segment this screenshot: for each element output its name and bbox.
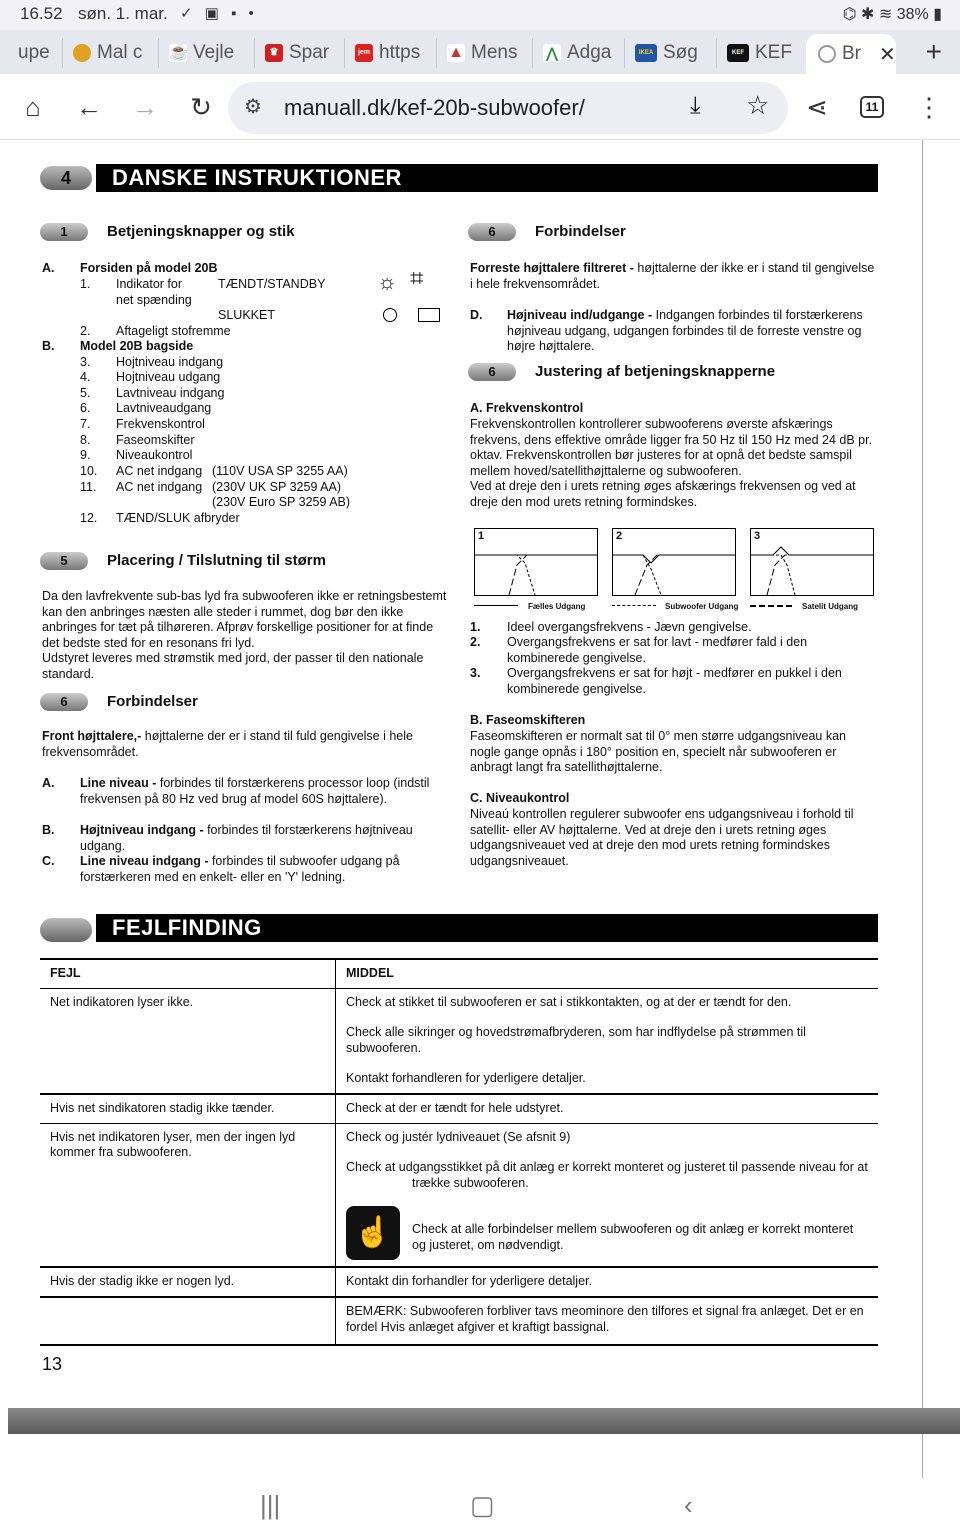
tab-label: Adga bbox=[567, 42, 612, 63]
control-heading: B. Faseomskifteren bbox=[470, 713, 586, 727]
list-num: 1. bbox=[80, 277, 91, 291]
new-tab-button[interactable]: + bbox=[925, 36, 942, 67]
tab-label: Mens bbox=[471, 42, 518, 63]
forward-icon[interactable]: → bbox=[132, 92, 158, 122]
table-cell: Hvis net indikatoren lyser, men der ingen lyd kommer fra subwooferen. bbox=[40, 1124, 336, 1267]
section-pill bbox=[40, 918, 92, 942]
browser-tab[interactable] bbox=[62, 38, 154, 68]
address-bar[interactable] bbox=[228, 82, 788, 134]
tab-label: Spar bbox=[289, 42, 330, 63]
remedy-text: Kontakt forhandleren for yderligere detaljer. bbox=[346, 1071, 586, 1086]
list-label: B. bbox=[42, 823, 55, 837]
paragraph: Forreste højttalere filtreret - højttalerne der ikke er i stand til gengivelse i hele frekvensområdet. bbox=[470, 261, 875, 291]
browser-tab[interactable] bbox=[254, 38, 340, 68]
rectangle-icon bbox=[418, 308, 440, 322]
list-text: (230V UK SP 3259 AA) bbox=[212, 480, 342, 494]
remedy-text: Check og justér lydniveauet (Se afsnit 9) bbox=[346, 1129, 571, 1144]
list-heading: Forsiden på model 20B bbox=[80, 261, 218, 275]
remedy-text: Check at alle forbindelser mellem subwooferen og dit anlæg er korrekt monteret og justeret, om nødvendigt. bbox=[412, 1222, 854, 1252]
legend-line-dashed bbox=[750, 605, 792, 607]
close-tab-icon[interactable]: ✕ bbox=[879, 43, 896, 66]
browser-toolbar bbox=[0, 74, 960, 140]
tab-favicon: IKEA bbox=[635, 44, 657, 62]
recent-apps-icon[interactable]: ||| bbox=[260, 1490, 281, 1520]
table-cell bbox=[336, 1124, 878, 1267]
legend-line-dotted bbox=[612, 605, 656, 606]
crossover-graph bbox=[612, 528, 736, 596]
remedy-text: Check at stikket til subwooferen er sat i stikkontakten, og at der er tændt for den. bbox=[346, 994, 792, 1009]
share-icon[interactable]: ⋖ bbox=[806, 92, 828, 122]
list-text: Aftageligt stofremme bbox=[116, 324, 231, 338]
browser-tab[interactable] bbox=[436, 38, 528, 68]
graph-curve bbox=[475, 529, 597, 595]
browser-tab[interactable] bbox=[344, 38, 432, 68]
list-text: Overgangsfrekvens er sat for lavt - medfører fald i den kombinerede gengivelse. bbox=[507, 635, 808, 665]
browser-tab[interactable] bbox=[624, 38, 712, 68]
download-icon[interactable]: ⤓ bbox=[690, 92, 701, 119]
bookmark-star-icon[interactable]: ☆ bbox=[746, 90, 770, 120]
list-label: D. bbox=[470, 308, 483, 322]
legend-label: Fælles Udgang bbox=[528, 602, 586, 611]
table-cell: Kontakt din forhandler for yderligere detaljer. bbox=[346, 1274, 592, 1289]
menu-icon[interactable]: ⋮ bbox=[916, 92, 942, 122]
indicator-state: TÆNDT/STANDBY bbox=[218, 277, 326, 291]
list-num: 4. bbox=[80, 370, 91, 384]
subsection-title: Placering / Tilslutning til størm bbox=[107, 552, 326, 569]
list-text: Frekvenskontrol bbox=[116, 417, 205, 431]
back-nav-icon[interactable]: ‹ bbox=[684, 1490, 693, 1520]
column-header: MIDDEL bbox=[346, 966, 394, 980]
tab-label: Mal c bbox=[97, 42, 143, 63]
list-heading: Model 20B bagside bbox=[80, 339, 194, 353]
browser-tab[interactable] bbox=[8, 38, 58, 68]
paragraph: Niveaú kontrollen regulerer subwoofer ens udgangsniveau i forhold til satellit- eller AV højttalerne. Ved at dreje den i urets retning øges udgangsniveauet ved at dreje den mod urets retning formindskes udgangsniveauet. bbox=[470, 807, 854, 868]
list-text: Højniveau ind/udgange - Indgangen forbindes til forstærkerens højniveau udgang, udgangen forbindes til de forreste venstre og højre højttalere. bbox=[507, 308, 863, 354]
manual-page bbox=[0, 140, 920, 1408]
table-header bbox=[40, 958, 878, 988]
paragraph: Front højttalere,- højttalerne der er i stand til fuld gengivelse i hele frekvensområdet. bbox=[42, 729, 413, 759]
control-heading: A. Frekvenskontrol bbox=[470, 401, 584, 415]
list-text: Niveaukontrol bbox=[116, 448, 193, 462]
remedy-text: Check at udgangsstikket på dit anlæg er korrekt monteret og justeret til passende niveau for at trække subwooferen. bbox=[346, 1160, 868, 1190]
home-icon[interactable]: ⌂ bbox=[25, 92, 41, 122]
table-cell bbox=[336, 989, 878, 1093]
list-text: Hojtniveau udgang bbox=[116, 370, 221, 384]
crossover-graph bbox=[750, 528, 874, 596]
tab-label: KEF bbox=[755, 42, 792, 63]
subsection-number: 1 bbox=[40, 223, 88, 241]
tab-favicon bbox=[73, 44, 91, 62]
list-num: 8. bbox=[80, 433, 91, 447]
list-text: TÆND/SLUK afbryder bbox=[116, 511, 240, 525]
battery-level: 38% bbox=[896, 6, 929, 23]
browser-tab[interactable] bbox=[158, 38, 250, 68]
list-label: C. bbox=[42, 854, 55, 868]
paragraph: Da den lavfrekvente sub-bas lyd fra subwooferen ikke er retningsbestemt kan den anbringes næsten alle steder i rummet, dog bør den ikke anbringes for tæt på tilhøreren. Afprøv forskellige positioner for at finde det bedste sted for en resonans fri lyd. bbox=[42, 589, 447, 650]
list-text: (110V USA SP 3255 AA) bbox=[212, 464, 348, 478]
list-text: Ideel overgangsfrekvens - Jævn gengivelse. bbox=[507, 620, 752, 634]
back-icon[interactable]: ← bbox=[76, 92, 102, 122]
graph-number: 2 bbox=[616, 530, 623, 542]
subsection-title: Justering af betjeningsknapperne bbox=[535, 363, 776, 380]
section-title: DANSKE INSTRUKTIONER bbox=[96, 164, 878, 192]
remedy-with-icon bbox=[346, 1206, 868, 1260]
indicator-state: SLUKKET bbox=[218, 308, 275, 322]
table-row bbox=[40, 1266, 878, 1296]
table-cell: Check at der er tændt for hele udstyret. bbox=[346, 1100, 564, 1115]
list-text: Overgangsfrekvens er sat for højt - medfører en pukkel i den kombinerede gengivelse. bbox=[507, 666, 842, 696]
browser-tab-active[interactable] bbox=[806, 34, 896, 74]
list-text: Højtniveau indgang - forbindes til forstærkerens højtniveau udgang. bbox=[80, 823, 413, 853]
tab-label: https bbox=[379, 42, 421, 63]
tab-favicon: ▲ bbox=[448, 44, 464, 61]
home-nav-icon[interactable]: ▢ bbox=[470, 1490, 495, 1520]
list-num: 3. bbox=[80, 355, 91, 369]
tab-label: Br bbox=[842, 43, 861, 64]
list-label: A. bbox=[42, 261, 55, 275]
list-text: net spænding bbox=[116, 293, 192, 307]
graph-curve bbox=[751, 529, 873, 595]
control-heading: C. Niveaukontrol bbox=[470, 791, 570, 805]
tab-label: Vejle bbox=[193, 42, 235, 63]
list-num: 1. bbox=[470, 620, 481, 634]
table-cell: Hvis net sindikatoren stadig ikke tænder. bbox=[40, 1095, 336, 1123]
paragraph: Faseomskifteren er normalt sat til 0° men større udgangsniveau kan nogle gange opnås i 180° position en, specielt når subwooferen er anbragt langt fra satellithøjttalerne. bbox=[470, 729, 847, 775]
section-title: FEJLFINDING bbox=[96, 914, 878, 942]
subsection-number: 6 bbox=[40, 693, 88, 711]
tab-favicon: ♛ bbox=[265, 44, 283, 62]
subsection-title: Forbindelser bbox=[535, 223, 626, 240]
tab-favicon: ⋀ bbox=[543, 44, 561, 62]
troubleshooting-table bbox=[40, 958, 878, 1346]
list-num: 2. bbox=[470, 635, 481, 649]
list-num: 11. bbox=[80, 480, 97, 494]
browser-tab[interactable] bbox=[716, 38, 800, 68]
tab-label: Søg bbox=[663, 42, 698, 63]
system-nav-bar bbox=[0, 1478, 960, 1534]
table-cell bbox=[40, 1298, 336, 1344]
hand-switch-icon: ☝ bbox=[346, 1206, 400, 1260]
table-row bbox=[40, 1123, 878, 1267]
list-text: Hojtniveau indgang bbox=[116, 355, 224, 369]
reload-icon[interactable]: ↻ bbox=[190, 92, 212, 122]
table-row bbox=[40, 988, 878, 1093]
list-label: A. bbox=[42, 776, 55, 790]
page-number: 13 bbox=[42, 1354, 63, 1374]
tab-strip bbox=[0, 30, 960, 74]
subsection-title: Forbindelser bbox=[107, 693, 198, 710]
list-num: 9. bbox=[80, 448, 91, 462]
status-time: 16.52 bbox=[20, 4, 63, 23]
table-row bbox=[40, 1093, 878, 1123]
notification-icons: ✓ ▣ ▪ • bbox=[180, 5, 258, 22]
battery-icon: ▮ bbox=[933, 6, 942, 23]
list-text: Indikator for bbox=[116, 277, 183, 291]
sun-icon: ☼ bbox=[377, 269, 398, 294]
list-text: Line niveau indgang - forbindes til subwoofer udgang på forstærkeren med en enkelt- eller en 'Y' ledning. bbox=[80, 854, 400, 884]
table-cell: BEMÆRK: Subwooferen forbliver tavs meominore den tilfores et signal fra anlæget. Det er en fordel Hvis anlæget afgiver et kraftigt bassignal. bbox=[346, 1303, 864, 1334]
page-separator bbox=[8, 1408, 960, 1434]
tab-favicon: ☕ bbox=[169, 44, 189, 61]
list-num: 2. bbox=[80, 324, 91, 338]
tab-count-button[interactable]: 11 bbox=[860, 96, 884, 118]
section-number: 4 bbox=[40, 166, 92, 190]
status-bar bbox=[0, 0, 960, 30]
url-text[interactable]: manuall.dk/kef-20b-subwoofer/ bbox=[284, 95, 585, 120]
legend-label: Satelit Udgang bbox=[802, 602, 859, 611]
indicator-led-on-icon: ⌗ bbox=[410, 265, 424, 292]
paragraph: Ved at dreje den i urets retning øges afskærings frekvensen og ved at dreje den mod urets retning formindskes. bbox=[470, 479, 856, 509]
site-settings-icon[interactable]: ⚙ bbox=[244, 96, 262, 118]
remedy-text: Check alle sikringer og hovedstrømafbryderen, som har indflydelse på strømmen til subwooferen. bbox=[346, 1025, 806, 1055]
graph-number: 1 bbox=[478, 530, 485, 542]
list-text: Faseomskifter bbox=[116, 433, 195, 447]
table-cell: Net indikatoren lyser ikke. bbox=[40, 989, 336, 1093]
crossover-graph bbox=[474, 528, 598, 596]
list-label: B. bbox=[42, 339, 55, 353]
list-num: 7. bbox=[80, 417, 91, 431]
tab-label: upe bbox=[18, 42, 50, 63]
tab-favicon: KEF bbox=[727, 44, 749, 62]
tab-favicon: jem bbox=[355, 44, 373, 62]
column-header: FEJL bbox=[40, 960, 336, 988]
legend-label: Subwoofer Udgang bbox=[665, 602, 739, 611]
subsection-number: 5 bbox=[40, 552, 88, 570]
legend-line-solid bbox=[474, 605, 518, 606]
browser-tab[interactable] bbox=[532, 38, 620, 68]
list-num: 3. bbox=[470, 666, 481, 680]
list-num: 12. bbox=[80, 511, 98, 525]
status-right bbox=[843, 4, 942, 24]
subsection-number: 6 bbox=[468, 223, 516, 241]
paragraph: Udstyret leveres med strømstik med jord, der passer til den nationale standard. bbox=[42, 651, 424, 681]
wifi-icon: ⌬ ✱ ≋ bbox=[842, 6, 893, 23]
subsection-title: Betjeningsknapper og stik bbox=[107, 223, 295, 240]
list-text: Line niveau - forbindes til forstærkerens processor loop (indstil frekvensen på 80 Hz ved brug af model 60S højttalere). bbox=[80, 776, 430, 806]
list-num: 10. bbox=[80, 464, 98, 478]
tab-favicon bbox=[818, 45, 836, 63]
list-text: AC net indgang bbox=[116, 464, 203, 478]
page-edge bbox=[922, 140, 923, 1480]
list-text: AC net indgang bbox=[116, 480, 203, 494]
paragraph: Frekvenskontrollen kontrollerer subwooferens øverste afskærings frekvens, dens effektive område ligger fra 50 Hz til 150 Hz med 24 dB pr. oktav. Frekvenskontrollen bør justeres for at opnå det bedste samspil mellem hoved/satellithøjttalerne og subwooferen. bbox=[470, 417, 873, 478]
list-num: 6. bbox=[80, 401, 91, 415]
list-text: Lavtniveaudgang bbox=[116, 401, 212, 415]
list-text: Lavtniveau indgang bbox=[116, 386, 225, 400]
subsection-number: 6 bbox=[468, 363, 516, 381]
table-row bbox=[40, 1296, 878, 1346]
list-num: 5. bbox=[80, 386, 91, 400]
status-date: søn. 1. mar. bbox=[78, 4, 168, 23]
circle-icon bbox=[383, 308, 397, 322]
table-cell: Hvis der stadig ikke er nogen lyd. bbox=[40, 1268, 336, 1296]
graph-number: 3 bbox=[754, 530, 761, 542]
graph-curve bbox=[613, 529, 735, 595]
list-text: (230V Euro SP 3259 AB) bbox=[212, 495, 351, 509]
